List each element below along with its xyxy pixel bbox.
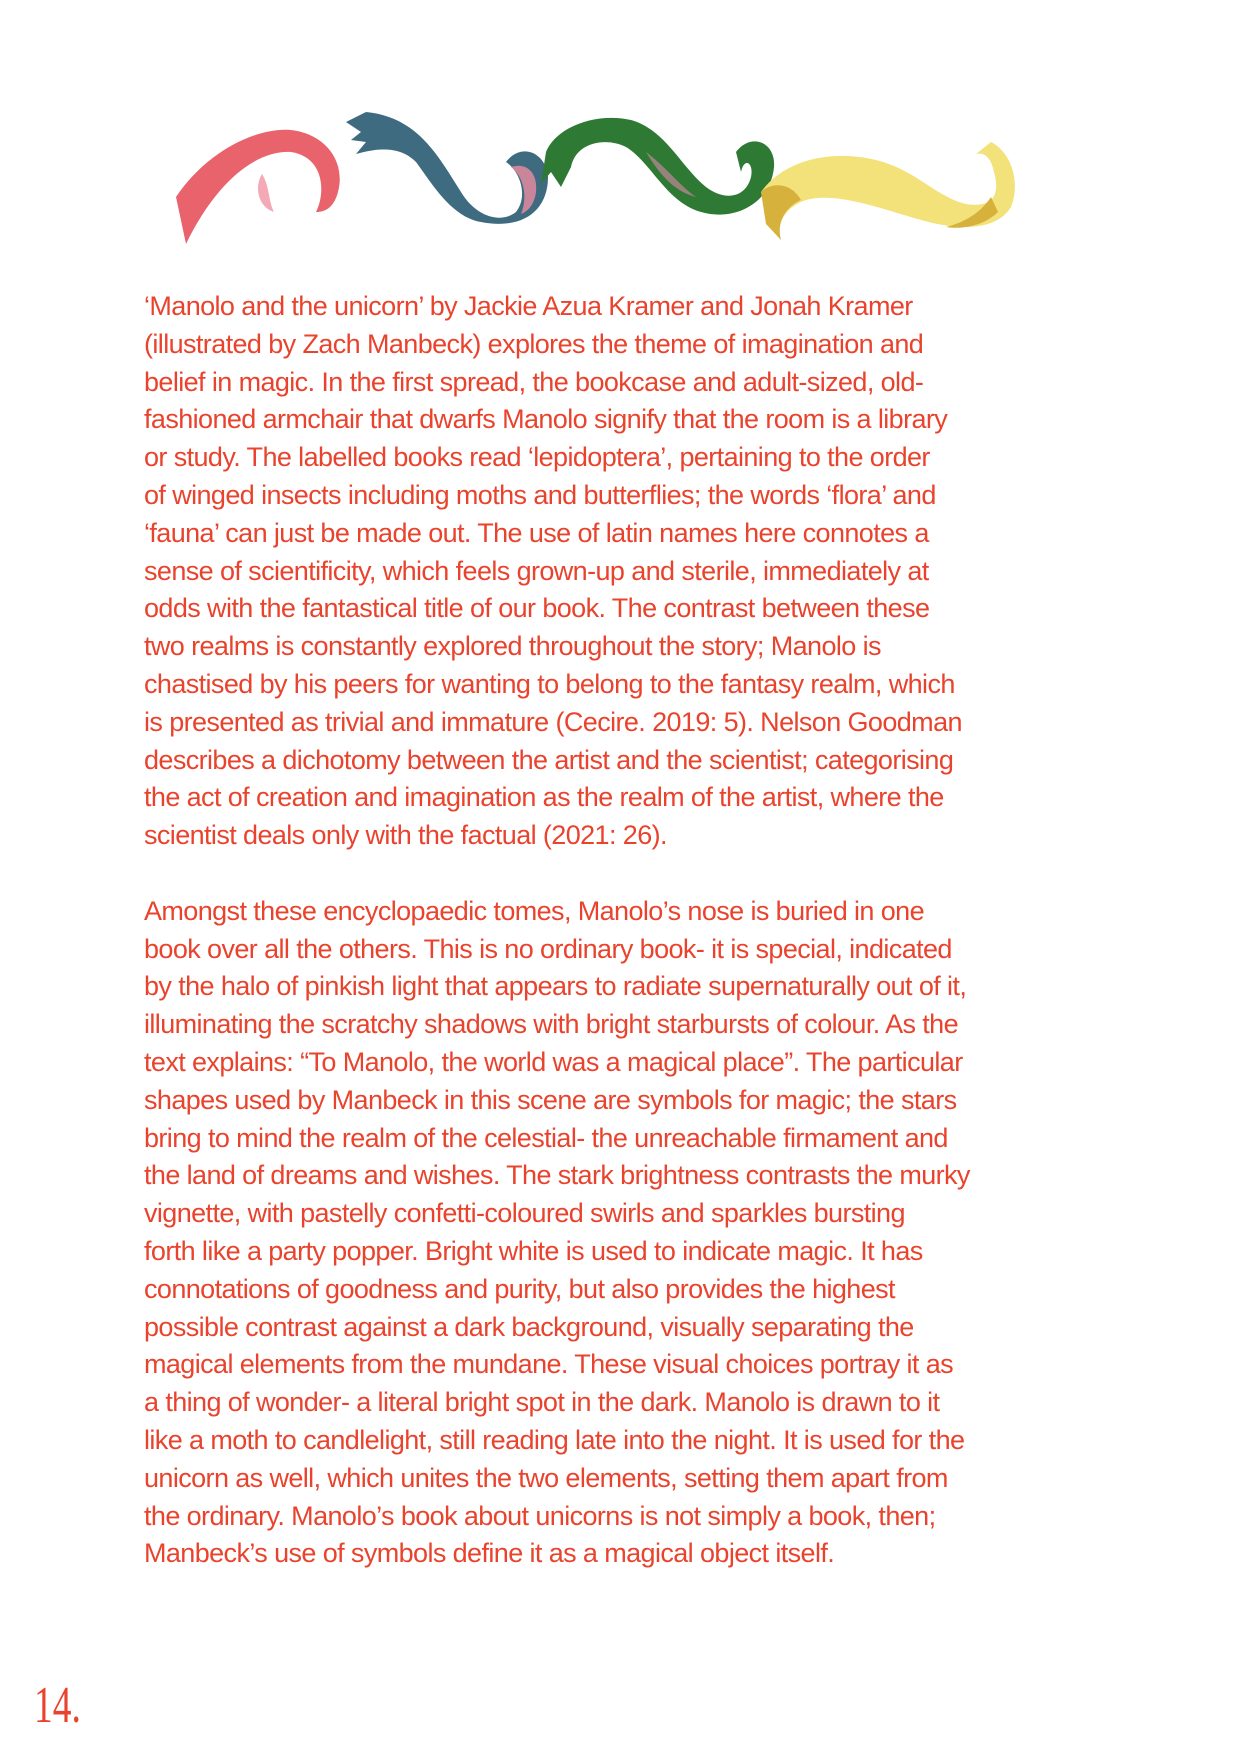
blue-swirl [346, 112, 548, 224]
text-line: ‘Manolo and the unicorn’ by Jackie Azua Kramer and Jonah Kramer [144, 291, 913, 321]
text-line: is presented as trivial and immature (Cecire. 2019: 5). Nelson Goodman [144, 706, 962, 737]
text-line: forth like a party popper. Bright white is used to indicate magic. It has [144, 1235, 923, 1266]
paragraph-1 [144, 288, 1124, 855]
page-number: 14. [34, 1677, 81, 1734]
text-line: text explains: “To Manolo, the world was a magical place”. The particular [144, 1046, 963, 1077]
text-line: illuminating the scratchy shadows with bright starbursts of colour. As the [144, 1009, 959, 1040]
text-line: describes a dichotomy between the artist and the scientist; categorising [144, 744, 954, 775]
text-line: connotations of goodness and purity, but also provides the highest [144, 1273, 895, 1304]
text-line: the act of creation and imagination as the realm of the artist, where the [144, 782, 944, 813]
text-line: shapes used by Manbeck in this scene are symbols for magic; the stars [144, 1084, 957, 1115]
text-line: or study. The labelled books read ‘lepidoptera’, pertaining to the order [144, 442, 930, 473]
text-line: a thing of wonder- a literal bright spot in the dark. Manolo is drawn to it [144, 1387, 940, 1418]
text-line: Amongst these encyclopaedic tomes, Manolo’s nose is buried in one [144, 895, 924, 926]
text-line: magical elements from the mundane. These visual choices portray it as [144, 1349, 954, 1380]
text-line: ‘fauna’ can just be made out. The use of latin names here connotes a [144, 517, 929, 548]
text-line: vignette, with pastelly confetti-coloured swirls and sparkles bursting [144, 1198, 905, 1229]
text-line: chastised by his peers for wanting to belong to the fantasy realm, which [144, 668, 955, 699]
text-line: fashioned armchair that dwarfs Manolo signify that the room is a library [144, 404, 948, 435]
text-line: of winged insects including moths and butterflies; the words ‘flora’ and [144, 479, 936, 510]
text-line: the land of dreams and wishes. The stark brightness contrasts the murky [144, 1160, 970, 1191]
body-text [144, 288, 1124, 1611]
text-line: unicorn as well, which unites the two elements, setting them apart from [144, 1462, 948, 1493]
text-line: by the halo of pinkish light that appears to radiate supernaturally out of it, [144, 971, 967, 1002]
text-line: bring to mind the realm of the celestial- the unreachable firmament and [144, 1122, 948, 1153]
text-line: sense of scientificity, which feels grown-up and sterile, immediately at [144, 555, 929, 586]
text-line: odds with the fantastical title of our book. The contrast between these [144, 593, 930, 624]
text-line: (illustrated by Zach Manbeck) explores the theme of imagination and [144, 328, 924, 359]
green-swirl [541, 118, 774, 215]
text-line: the ordinary. Manolo’s book about unicorns is not simply a book, then; [144, 1500, 936, 1531]
text-line: like a moth to candlelight, still reading late into the night. It is used for the [144, 1424, 965, 1455]
yellow-swirl [761, 142, 1015, 240]
paragraph-2 [144, 893, 1124, 1573]
pink-swirl [176, 130, 340, 244]
text-line: possible contrast against a dark background, visually separating the [144, 1311, 914, 1342]
text-line: book over all the others. This is no ordinary book- it is special, indicated [144, 933, 952, 964]
text-line: scientist deals only with the factual (2021: 26). [144, 820, 667, 851]
text-line: two realms is constantly explored throughout the story; Manolo is [144, 631, 881, 662]
text-line: belief in magic. In the first spread, the bookcase and adult-sized, old- [144, 366, 924, 397]
text-line: Manbeck’s use of symbols define it as a magical object itself. [144, 1538, 835, 1569]
watercolor-swirl-decoration [176, 112, 1071, 252]
